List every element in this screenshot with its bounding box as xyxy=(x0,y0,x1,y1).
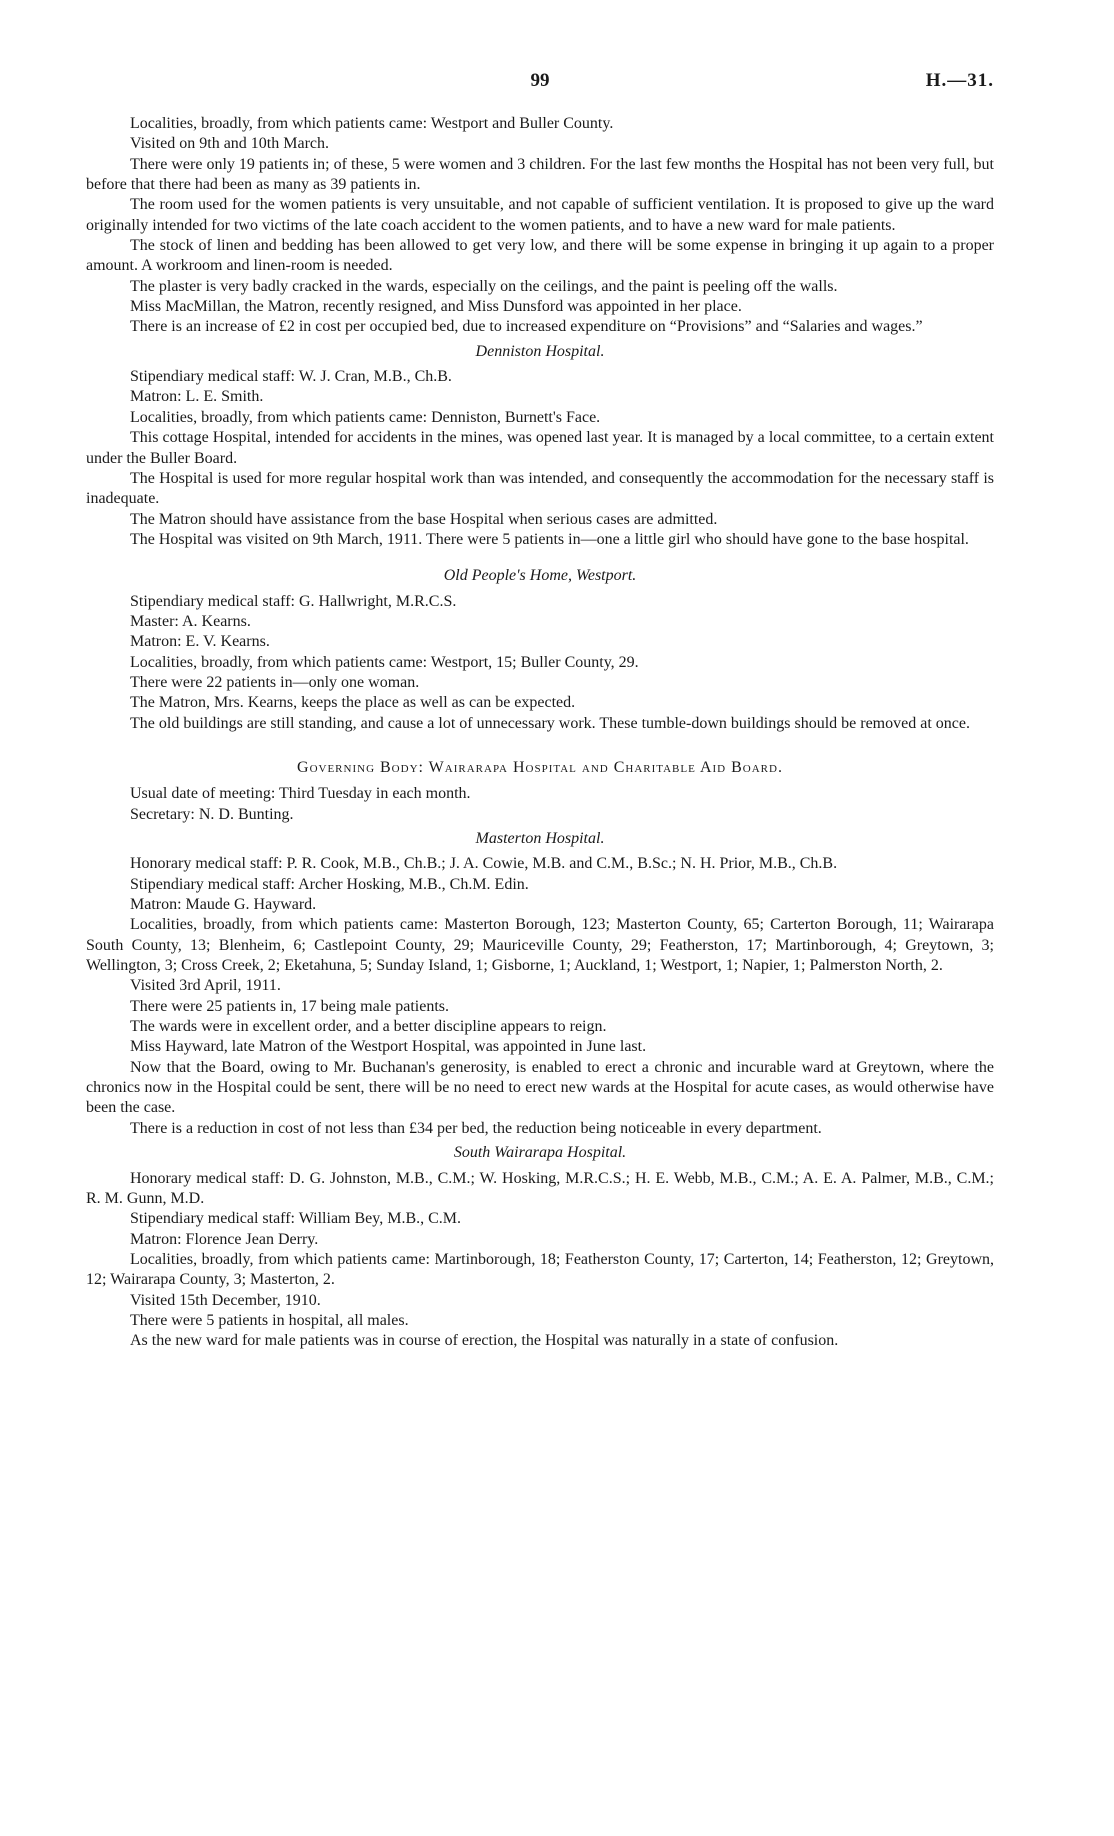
paragraph: There were 5 patients in hospital, all males. xyxy=(130,1311,409,1329)
section-title: Masterton Hospital. xyxy=(475,830,605,847)
paragraph: The wards were in excellent order, and a better discipline appears to reign. xyxy=(130,1018,607,1036)
page-number: 99 xyxy=(530,70,550,91)
paragraph: The Matron, Mrs. Kearns, keeps the place as well as can be expected. xyxy=(130,694,576,712)
section-title: South Wairarapa Hospital. xyxy=(453,1144,627,1162)
paragraph: Master: A. Kearns. xyxy=(130,612,251,630)
paragraph: Stipendiary medical staff: Archer Hosking, M.B., Ch.M. Edin. xyxy=(130,875,529,893)
paragraph: Localities, broadly, from which patients came: Westport and Buller County. xyxy=(130,115,614,132)
paragraph: Localities, broadly, from which patients came: Masterton Borough, 123; Masterton County, 65; Carterton Borough, 11; Wairarapa South County, 13; Blenheim, 6; Castlepoint County, 29; Mauriceville County, 29; Featherston, 17; Martinborough, 4; Greytown, 3; Wellington, 3; Cross Creek, 2; Eketahuna, 5; Sunday Island, 1; Gisborne, 1; Auckland, 1; Westport, 1; Napier, 1; Palmerston North, 2. xyxy=(86,916,994,975)
paragraph: Visited 3rd April, 1911. xyxy=(130,977,281,995)
paragraph: This cottage Hospital, intended for accidents in the mines, was opened last year. It is managed by a local committee, to a certain extent under the Buller Board. xyxy=(86,429,994,467)
paragraph: The stock of linen and bedding has been allowed to get very low, and there will be some expense in bringing it up again to a proper amount. A workroom and linen-room is needed. xyxy=(86,237,994,275)
section-title: Denniston Hospital. xyxy=(475,342,605,360)
section-title: Old People's Home, Westport. xyxy=(443,567,637,585)
old-peoples-home-section xyxy=(86,566,994,734)
paragraph: Stipendiary medical staff: William Bey, M.B., C.M. xyxy=(130,1210,462,1228)
paragraph: The Hospital was visited on 9th March, 1911. There were 5 patients in—one a little girl who should have gone to the base hospital. xyxy=(130,530,969,548)
paragraph: As the new ward for male patients was in course of erection, the Hospital was naturally in a state of confusion. xyxy=(130,1332,839,1350)
paragraph: The plaster is very badly cracked in the wards, especially on the ceilings, and the paint is peeling off the walls. xyxy=(130,277,838,295)
paragraph: The room used for the women patients is very unsuitable, and not capable of sufficient ventilation. It is proposed to give up the ward originally intended for two victims of the late coach accident to the women patients, and to have a new ward for male patients. xyxy=(86,196,994,234)
paragraph: Stipendiary medical staff: G. Hallwright, M.R.C.S. xyxy=(130,592,457,610)
masterton-section xyxy=(86,829,994,1139)
denniston-section xyxy=(86,342,994,550)
wairarapa-board-section xyxy=(86,758,994,825)
paragraph: Matron: L. E. Smith. xyxy=(130,388,264,406)
paragraph: There were only 19 patients in; of these, 5 were women and 3 children. For the last few months the Hospital has not been very full, but before that there had been as many as 39 patients in. xyxy=(86,155,994,194)
westport-section-continued xyxy=(86,114,994,338)
paragraph: There is a reduction in cost of not less than £34 per bed, the reduction being noticeable in every department. xyxy=(130,1119,822,1137)
paragraph: Matron: Maude G. Hayward. xyxy=(130,896,317,914)
governing-body-title: Governing Body: Wairarapa Hospital and Charitable Aid Board. xyxy=(297,758,783,776)
paragraph: Miss MacMillan, the Matron, recently resigned, and Miss Dunsford was appointed in her place. xyxy=(130,298,742,316)
paragraph: Secretary: N. D. Bunting. xyxy=(130,805,294,823)
paragraph: The Hospital is used for more regular hospital work than was intended, and consequently the accommodation for the necessary staff is inadequate. xyxy=(86,469,994,508)
paragraph: There is an increase of £2 in cost per occupied bed, due to increased expenditure on “Provisions” and “Salaries and wages.” xyxy=(130,318,923,336)
paragraph: There were 25 patients in, 17 being male patients. xyxy=(130,997,450,1015)
paragraph: Miss Hayward, late Matron of the Westport Hospital, was appointed in June last. xyxy=(130,1038,647,1056)
paragraph: Localities, broadly, from which patients came: Denniston, Burnett's Face. xyxy=(130,408,601,426)
paragraph: Visited 15th December, 1910. xyxy=(130,1291,321,1309)
paragraph: Matron: E. V. Kearns. xyxy=(130,633,270,651)
paragraph: Localities, broadly, from which patients came: Westport, 15; Buller County, 29. xyxy=(130,653,639,671)
paragraph: Localities, broadly, from which patients came: Martinborough, 18; Featherston County, 17; Carterton, 14; Featherston, 12; Greytown, 12; Wairarapa County, 3; Masterton, 2. xyxy=(86,1250,994,1289)
paragraph: Honorary medical staff: D. G. Johnston, M.B., C.M.; W. Hosking, M.R.C.S.; H. E. Webb, M.B., C.M.; A. E. A. Palmer, M.B., C.M.; R. M. Gunn, M.D. xyxy=(86,1169,994,1207)
south-wairarapa-section xyxy=(86,1143,994,1351)
page-header xyxy=(86,70,994,96)
paragraph: There were 22 patients in—only one woman. xyxy=(130,673,420,691)
paragraph: Matron: Florence Jean Derry. xyxy=(130,1230,319,1248)
paragraph: Honorary medical staff: P. R. Cook, M.B., Ch.B.; J. A. Cowie, M.B. and C.M., B.Sc.; N. H. Prior, M.B., Ch.B. xyxy=(130,855,838,873)
paragraph: Usual date of meeting: Third Tuesday in each month. xyxy=(130,785,471,803)
paragraph: The old buildings are still standing, and cause a lot of unnecessary work. These tumble-down buildings should be removed at once. xyxy=(130,714,970,732)
paragraph: The Matron should have assistance from the base Hospital when serious cases are admitted. xyxy=(130,510,718,528)
paragraph: Stipendiary medical staff: W. J. Cran, M.B., Ch.B. xyxy=(130,368,452,386)
paragraph: Visited on 9th and 10th March. xyxy=(130,135,330,153)
report-reference: H.—31. xyxy=(925,70,994,91)
paragraph: Now that the Board, owing to Mr. Buchanan's generosity, is enabled to erect a chronic and incurable ward at Greytown, where the chronics now in the Hospital could be sent, there will be no need to erect new wards at the Hospital for acute cases, as would otherwise have been the case. xyxy=(86,1058,994,1117)
page-body xyxy=(86,114,994,1352)
